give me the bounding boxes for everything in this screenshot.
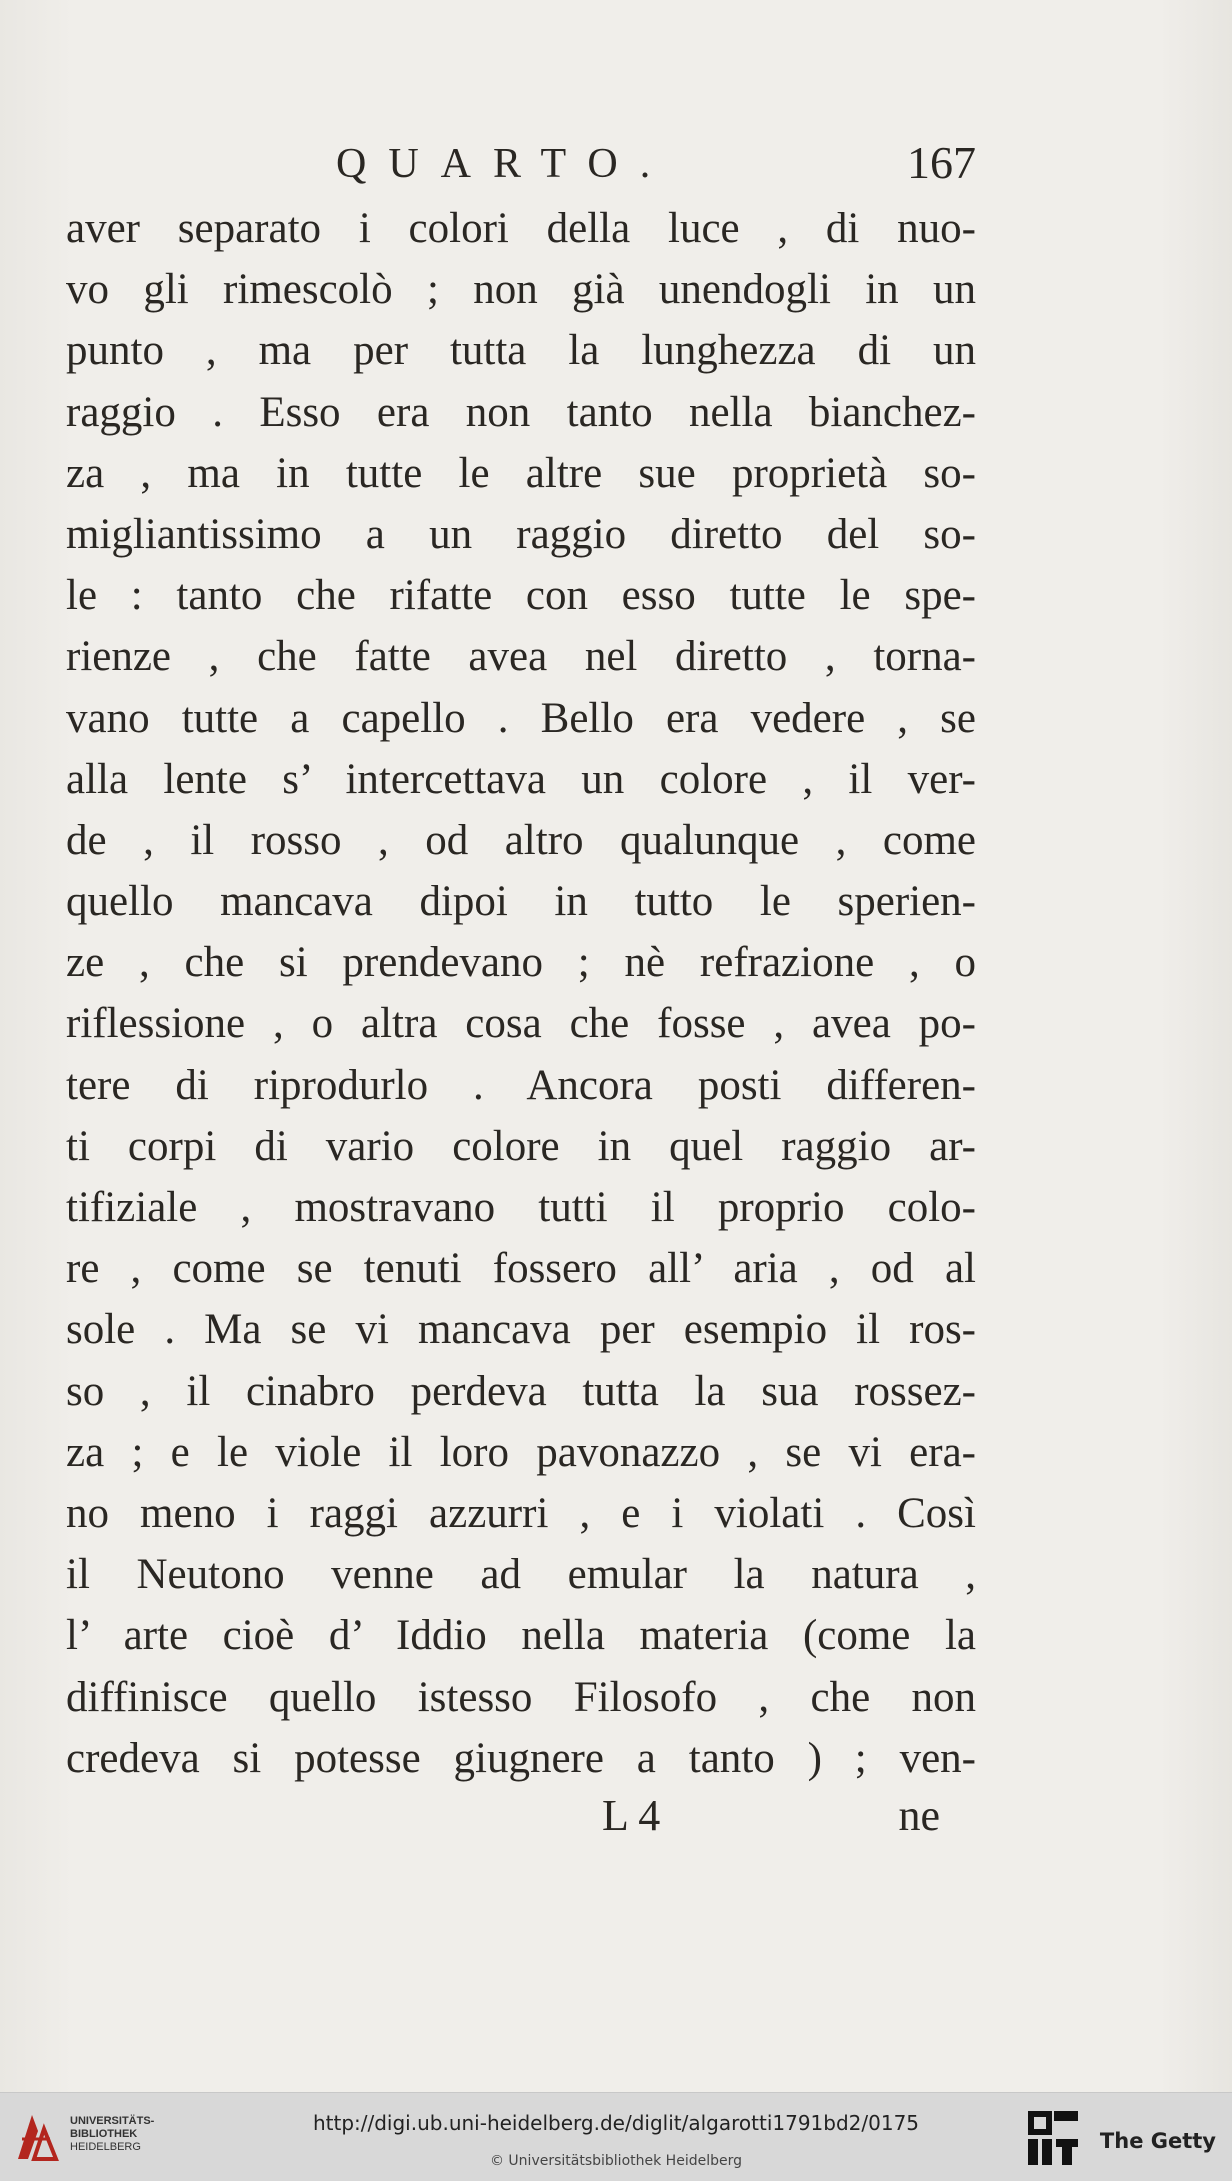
text-line: alla lente s’ intercettava un colore , il ver- (66, 755, 976, 803)
text-line: tifiziale , mostravano tutti il proprio colo- (66, 1184, 976, 1231)
text-line: quello mancava dipoi in tutto le sperien- (66, 878, 976, 926)
text-line: il Neutono venne ad emular la natura , (66, 1551, 976, 1599)
text-line: re , come se tenuti fossero all’ aria , od al (66, 1245, 976, 1293)
text-line: sole . Ma se vi mancava per esempio il ros- (66, 1306, 976, 1354)
text-line: diffinisce quello istesso Filosofo , che non (66, 1673, 976, 1721)
getty-mark-icon (1026, 2109, 1082, 2169)
text-line: le : tanto che rifatte con esso tutte le spe- (66, 572, 976, 620)
library-name-line: UNIVERSITÄTS- (70, 2115, 155, 2127)
viewer-footer-bar (0, 2092, 1232, 2181)
signature-mark: L 4 (602, 1791, 661, 1840)
page-footer (66, 1790, 976, 1850)
text-line: migliantissimo a un raggio diretto del so- (66, 510, 976, 558)
text-line: no meno i raggi azzurri , e i violati . Così (66, 1489, 976, 1537)
text-line: credeva si potesse giugnere a tanto ) ; ven- (66, 1734, 976, 1782)
text-line: tere di riprodurlo . Ancora posti differen- (66, 1061, 976, 1109)
partner-label: The Getty (1099, 2129, 1216, 2153)
catchword: ne (898, 1791, 940, 1840)
copyright-notice: © Universitätsbibliothek Heidelberg (489, 2153, 742, 2169)
text-line: rienze , che fatte avea nel diretto , torna- (66, 633, 976, 681)
text-line: vo gli rimescolò ; non già unendogli in un (66, 266, 976, 314)
text-line: ze , che si prendevano ; nè refrazione , o (66, 939, 976, 987)
text-line: l’ arte cioè d’ Iddio nella materia (come la (66, 1612, 976, 1660)
text-line: so , il cinabro perdeva tutta la sua rossez- (66, 1367, 976, 1415)
library-name-line: BIBLIOTHEK (70, 2128, 138, 2140)
text-line: vano tutte a capello . Bello era vedere , se (66, 694, 976, 742)
text-line: punto , ma per tutta la lunghezza di un (66, 327, 976, 375)
library-name-line: HEIDELBERG (70, 2141, 141, 2153)
permalink-url[interactable]: http://digi.ub.uni-heidelberg.de/diglit/algarotti1791bd2/0175 (312, 2111, 920, 2135)
text-line: riflessione , o altra cosa che fosse , avea po- (66, 1000, 976, 1048)
text-line: za ; e le viole il loro pavonazzo , se vi era- (66, 1428, 976, 1476)
page-header (66, 137, 976, 200)
body-text (66, 198, 976, 1789)
text-line: de , il rosso , od altro qualunque , come (66, 816, 976, 864)
text-line: raggio . Esso era non tanto nella bianchez- (66, 388, 976, 436)
getty-logo[interactable] (1026, 2107, 1216, 2171)
text-line: za , ma in tutte le altre sue proprietà so- (66, 449, 976, 497)
running-title: QUARTO. (336, 141, 673, 187)
text-line: ti corpi di vario colore in quel raggio ar- (66, 1122, 976, 1170)
page-number: 167 (907, 137, 976, 188)
text-line: aver separato i colori della luce , di nuo- (66, 205, 976, 252)
